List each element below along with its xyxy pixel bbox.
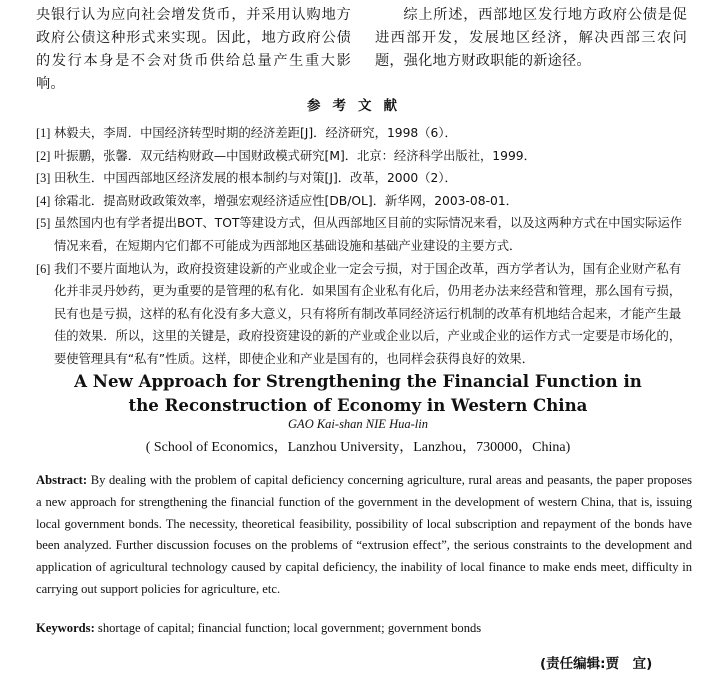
body-paragraph-left: 央银行认为应向社会增发货币，并采用认购地方政府公债这种形式来实现。因此，地方政府公债的发行本身是不会对货币供给总量产生重大影响。 xyxy=(36,7,351,92)
english-title-line-1: A New Approach for Strengthening the Financial Function in xyxy=(74,371,642,391)
english-title xyxy=(0,369,716,417)
abstract-text: By dealing with the problem of capital deficiency concerning agriculture, rural areas and peasants, the paper proposes a new approach for strengthening the financial function of the government in the development of western China, that is, issuing local government bonds. The necessity, theoretical feasibility, possibility of local subscription and repayment of the bonds have been analyzed. Further discussion focuses on the problems of “extrusion effect”, the serious constraints to the development and application of agricultural technology caused by capital deficiency, the inability of local finance to make ends meet, difficulty in carrying out support policies for agriculture, etc. xyxy=(36,473,692,596)
reference-number: [5] xyxy=(36,216,51,231)
authors: GAO Kai-shan NIE Hua-lin xyxy=(288,417,428,431)
reference-text: 叶振鹏，张馨．双元结构财政—中国财政模式研究[M]．北京：经济科学出版社，1999． xyxy=(54,148,536,163)
reference-item xyxy=(36,145,691,168)
references-list xyxy=(36,122,691,371)
reference-item xyxy=(36,258,691,371)
english-title-line-2: the Reconstruction of Economy in Western China xyxy=(128,395,588,415)
editor-note: (责任编辑:贾 宜) xyxy=(540,656,653,672)
reference-item xyxy=(36,212,691,257)
reference-text: 虽然国内也有学者提出BOT、TOT等建设方式，但从西部地区目前的实际情况来看，以及这两种方式在中国实际运作情况来看，在短期内它们都不可能成为西部地区基础设施和基础产业建设的主要方式． xyxy=(54,216,683,253)
affiliation: ( School of Economics，Lanzhou University，Lanzhou，730000，China) xyxy=(145,440,571,455)
abstract xyxy=(36,470,692,601)
abstract-label: Abstract: xyxy=(36,473,88,487)
body-left-column xyxy=(36,4,351,96)
reference-number: [3] xyxy=(36,171,51,186)
body-paragraph-conclusion: 综上所述，西部地区发行地方政府公债是促进西部开发，发展地区经济，解决西部三农问题，强化地方财政职能的新途径。 xyxy=(375,7,687,69)
reference-item xyxy=(36,122,691,145)
keywords-label: Keywords: xyxy=(36,621,95,635)
reference-number: [4] xyxy=(36,193,51,208)
reference-text: 我们不要片面地认为，政府投资建设新的产业或企业一定会亏损，对于国企改革，西方学者认为，国有企业财产私有化并非灵丹妙药，更为重要的是管理的私有化．如果国有企业私有化后，仍用老办法来经营和管理，那么国有亏损，民有也是亏损，这样的私有化没有多大意义，只有将所有制改革同经济运行机制的改革有机地结合起来，才能产生最佳的效果．所以，这里的关键是，政府投资建设的新的产业或企业以后，产业或企业的运作方式一定要是市场化的，要使管理具有“私有”性质。这样，即使企业和产业是国有的，也同样会获得良好的效果． xyxy=(54,261,682,366)
reference-number: [1] xyxy=(36,126,51,140)
reference-number: [2] xyxy=(36,148,51,163)
reference-item xyxy=(36,167,691,190)
keywords xyxy=(36,621,692,636)
reference-number: [6] xyxy=(36,261,51,276)
reference-text: 林毅夫，李周．中国经济转型时期的经济差距[J]．经济研究，1998（6）． xyxy=(54,126,457,140)
reference-text: 田秋生．中国西部地区经济发展的根本制约与对策[J]．改革，2000（2）． xyxy=(54,171,457,186)
keywords-text: shortage of capital; financial function; local government; government bonds xyxy=(97,621,482,635)
references-heading: 参考文献 xyxy=(307,98,409,114)
reference-item xyxy=(36,190,691,213)
body-right-column xyxy=(375,4,687,73)
reference-text: 徐霜北．提高财政政策效率，增强宏观经济适应性[DB/OL]．新华网，2003-08-01． xyxy=(54,193,518,208)
